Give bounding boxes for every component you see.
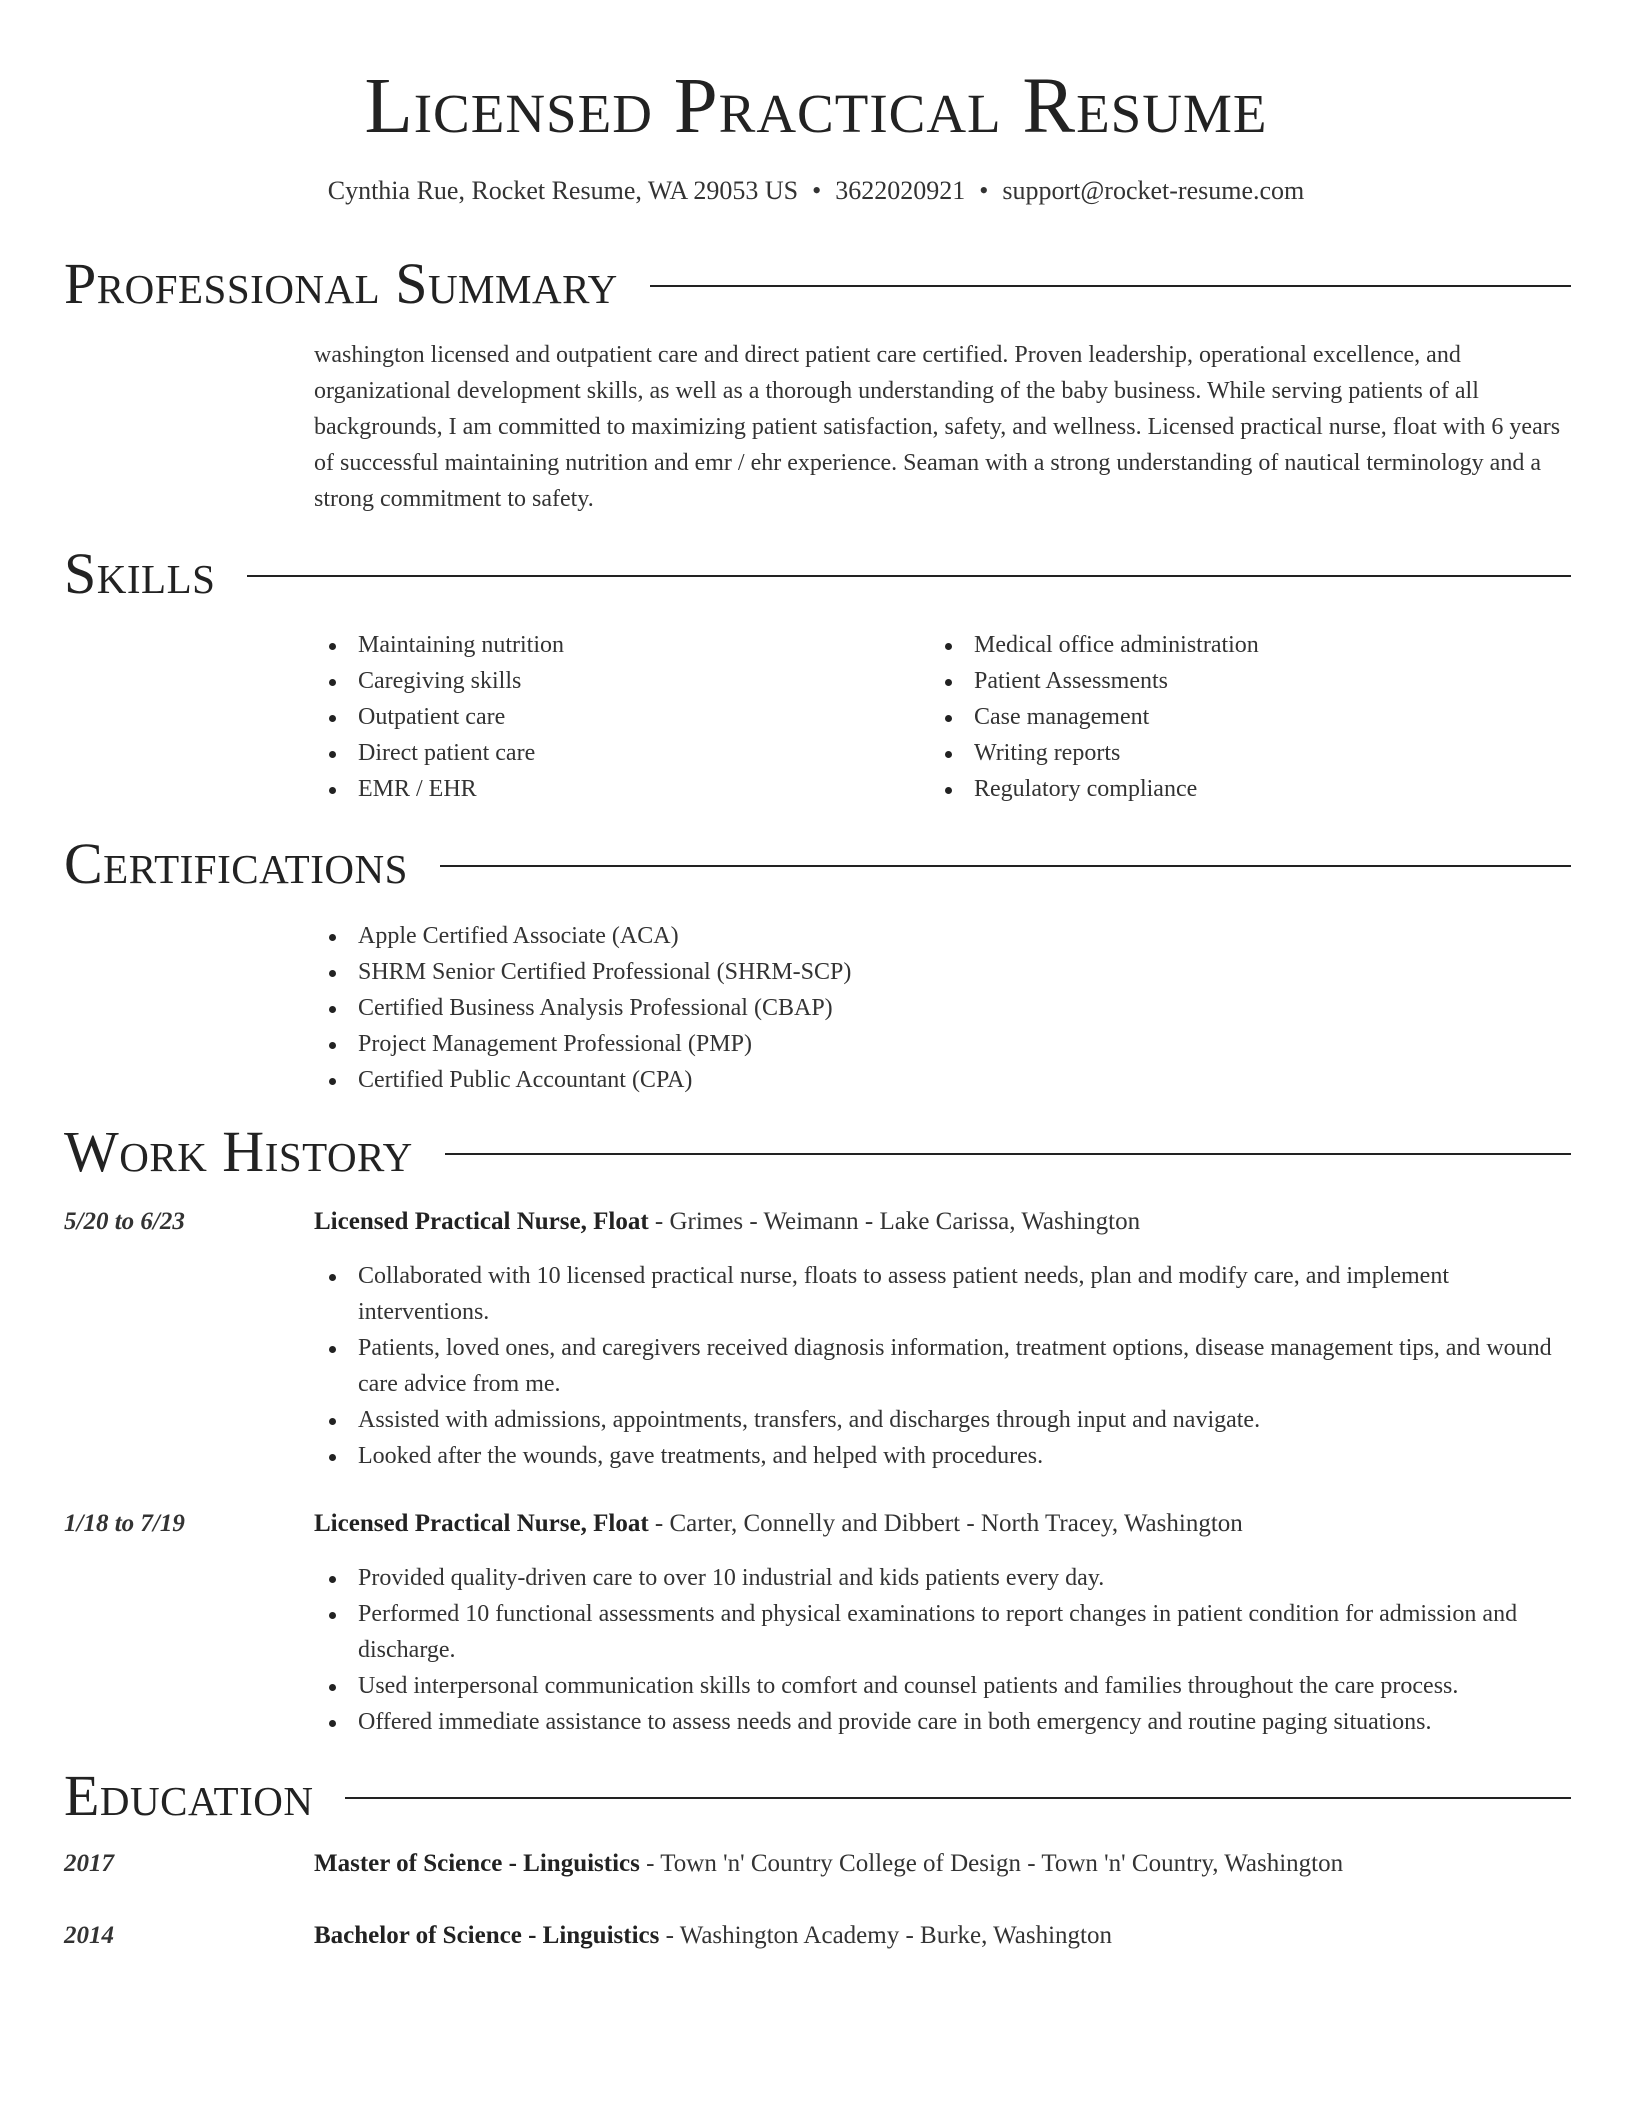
education-line xyxy=(314,1846,1574,1882)
education-heading: Education xyxy=(64,1763,314,1828)
education-year: 2017 xyxy=(64,1850,114,1877)
job-title-line xyxy=(314,1204,1574,1240)
job-bullets xyxy=(314,1560,1574,1740)
certification-item: Certified Public Accountant (CPA) xyxy=(314,1062,1314,1098)
section-divider xyxy=(247,575,1571,577)
education-line xyxy=(314,1918,1574,1954)
skills-list-right xyxy=(930,627,1570,807)
certification-item: Apple Certified Associate (ACA) xyxy=(314,918,1314,954)
job-bullet: Performed 10 functional assessments and physical examinations to report changes in patient condition for admission and discharge. xyxy=(314,1596,1574,1668)
job-bullets xyxy=(314,1258,1574,1474)
summary-section-header xyxy=(64,252,1571,316)
certification-item: Project Management Professional (PMP) xyxy=(314,1026,1314,1062)
contact-line xyxy=(0,176,1632,206)
contact-email[interactable]: support@rocket-resume.com xyxy=(1002,176,1305,205)
skill-item: Writing reports xyxy=(930,735,1570,771)
section-divider xyxy=(650,285,1571,287)
education-degree: Bachelor of Science - Linguistics xyxy=(314,1922,660,1949)
skill-item: Caregiving skills xyxy=(314,663,914,699)
skill-item: EMR / EHR xyxy=(314,771,914,807)
skill-item: Direct patient care xyxy=(314,735,914,771)
education-school: - Town 'n' Country College of Design - Town 'n' Country, Washington xyxy=(639,1850,1344,1877)
education-degree: Master of Science - Linguistics xyxy=(314,1850,640,1877)
skill-item: Medical office administration xyxy=(930,627,1570,663)
job-dates: 5/20 to 6/23 xyxy=(64,1208,185,1235)
job-employer: - Grimes - Weimann - Lake Carissa, Washington xyxy=(648,1208,1141,1235)
skills-section-header xyxy=(64,542,1571,606)
skills-heading: Skills xyxy=(64,541,216,606)
education-year: 2014 xyxy=(64,1922,114,1949)
job-bullet: Looked after the wounds, gave treatments, and helped with procedures. xyxy=(314,1438,1574,1474)
skill-item: Outpatient care xyxy=(314,699,914,735)
section-divider xyxy=(445,1153,1571,1155)
section-divider xyxy=(345,1797,1571,1799)
skill-item: Patient Assessments xyxy=(930,663,1570,699)
work-heading: Work History xyxy=(64,1119,413,1184)
certifications-list xyxy=(314,918,1314,1098)
skill-item: Maintaining nutrition xyxy=(314,627,914,663)
work-section-header xyxy=(64,1120,1571,1184)
certifications-section-header xyxy=(64,832,1571,896)
job-employer: - Carter, Connelly and Dibbert - North Tracey, Washington xyxy=(648,1510,1243,1537)
job-bullet: Used interpersonal communication skills to comfort and counsel patients and families throughout the care process. xyxy=(314,1668,1574,1704)
job-bullet: Assisted with admissions, appointments, transfers, and discharges through input and navigate. xyxy=(314,1402,1574,1438)
contact-separator: • xyxy=(979,176,989,205)
job-bullet: Provided quality-driven care to over 10 industrial and kids patients every day. xyxy=(314,1560,1574,1596)
skill-item: Regulatory compliance xyxy=(930,771,1570,807)
certification-item: Certified Business Analysis Professional (CBAP) xyxy=(314,990,1314,1026)
contact-address: Cynthia Rue, Rocket Resume, WA 29053 US xyxy=(327,176,799,205)
job-bullet: Patients, loved ones, and caregivers received diagnosis information, treatment options, disease management tips, and wound care advice from me. xyxy=(314,1330,1574,1402)
job-dates: 1/18 to 7/19 xyxy=(64,1510,185,1537)
contact-separator: • xyxy=(812,176,822,205)
contact-phone: 3622020921 xyxy=(835,176,966,205)
skill-item: Case management xyxy=(930,699,1570,735)
job-title-line xyxy=(314,1506,1574,1542)
job-bullet: Offered immediate assistance to assess needs and provide care in both emergency and routine paging situations. xyxy=(314,1704,1574,1740)
summary-text: washington licensed and outpatient care and direct patient care certified. Proven leadership, operational excellence, and organizational development skills, as well as a thorough understanding of the baby business. While serving patients of all backgrounds, I am committed to maximizing patient satisfaction, safety, and wellness. Licensed practical nurse, float with 6 years of successful maintaining nutrition and emr / ehr experience. Seaman with a strong understanding of nautical terminology and a strong commitment to safety. xyxy=(314,342,1561,512)
certifications-heading: Certifications xyxy=(64,831,408,896)
job-title: Licensed Practical Nurse, Float xyxy=(314,1510,649,1537)
job-bullet: Collaborated with 10 licensed practical nurse, floats to assess patient needs, plan and modify care, and implement interventions. xyxy=(314,1258,1574,1330)
resume-title: Licensed Practical Resume xyxy=(364,63,1268,150)
education-section-header xyxy=(64,1764,1571,1828)
summary-heading: Professional Summary xyxy=(64,251,618,316)
certification-item: SHRM Senior Certified Professional (SHRM-SCP) xyxy=(314,954,1314,990)
skills-list-left xyxy=(314,627,914,807)
job-title: Licensed Practical Nurse, Float xyxy=(314,1208,649,1235)
education-school: - Washington Academy - Burke, Washington xyxy=(659,1922,1112,1949)
section-divider xyxy=(440,865,1571,867)
